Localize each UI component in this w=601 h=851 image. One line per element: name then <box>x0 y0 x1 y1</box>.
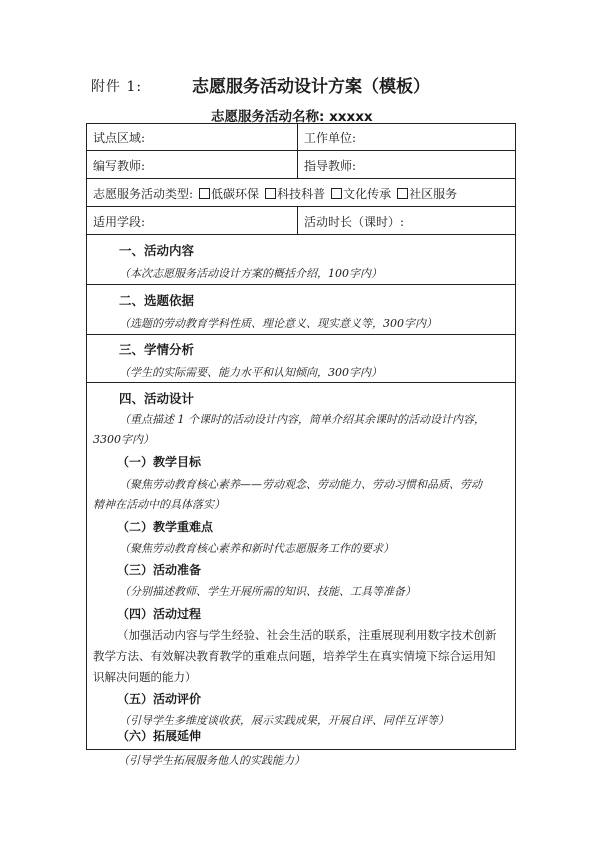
row-divider <box>87 178 515 179</box>
region-field[interactable]: 试点区域: <box>93 131 146 145</box>
subsection-hint-goals-1: （聚焦劳动教育核心素养——劳动观念、劳动能力、劳动习惯和品质、劳动 <box>119 478 482 491</box>
section-hint-content: （本次志愿服务活动设计方案的概括介绍，100字内） <box>119 267 382 280</box>
subsection-title-prep: （三）活动准备 <box>117 563 202 577</box>
option-culture: 文化传承 <box>343 187 392 201</box>
advisor-field[interactable]: 指导教师: <box>304 159 357 173</box>
row-divider <box>87 284 515 285</box>
row-divider <box>87 150 515 151</box>
checkbox-science[interactable] <box>265 188 276 199</box>
column-divider <box>297 124 298 178</box>
section-hint-design-2: 3300字内） <box>93 433 154 446</box>
subsection-text-process-3: 识解决问题的能力） <box>93 670 197 684</box>
subsection-hint-goals-2: 精神在活动中的具体落实） <box>93 498 225 511</box>
section-title-content: 一、活动内容 <box>119 243 195 258</box>
section-title-design: 四、活动设计 <box>119 391 195 406</box>
subsection-hint-evaluation: （引导学生多维度谈收获，展示实践成果，开展自评、同伴互评等） <box>119 714 449 727</box>
checkbox-culture[interactable] <box>331 188 342 199</box>
row-divider <box>87 206 515 207</box>
option-low-carbon: 低碳环保 <box>211 187 260 201</box>
section-hint-design-1: （重点描述 1 个课时的活动设计内容，简单介绍其余课时的活动设计内容， <box>119 413 485 426</box>
duration-field[interactable]: 活动时长（课时）: <box>304 215 405 229</box>
subsection-title-goals: （一）教学目标 <box>117 455 202 469</box>
subsection-title-extension: （六）拓展延伸 <box>117 729 202 743</box>
section-hint-basis: （选题的劳动教育学科性质、理论意义、现实意义等，300字内） <box>119 317 437 330</box>
attachment-label: 附件 1: <box>91 79 143 95</box>
subsection-title-process: （四）活动过程 <box>117 607 202 621</box>
option-science: 科技科普 <box>277 187 326 201</box>
subsection-title-evaluation: （五）活动评价 <box>117 692 202 706</box>
checkbox-community[interactable] <box>397 188 408 199</box>
row-divider <box>87 234 515 235</box>
grade-field[interactable]: 适用学段: <box>93 215 146 229</box>
subsection-hint-focus: （聚焦劳动教育核心素养和新时代志愿服务工作的要求） <box>119 542 394 555</box>
activity-type-row <box>93 187 457 201</box>
row-divider <box>87 334 515 335</box>
activity-type-label: 志愿服务活动类型: <box>93 187 194 201</box>
subsection-text-process-1: （加强活动内容与学生经验、社会生活的联系，注重展现利用数字技术创新 <box>117 628 497 642</box>
design-form-table <box>86 123 516 750</box>
checkbox-low-carbon[interactable] <box>199 188 210 199</box>
column-divider <box>297 206 298 234</box>
subsection-hint-extension: （引导学生拓展服务他人的实践能力） <box>118 754 305 767</box>
activity-name-line: 志愿服务活动名称: xxxxx <box>211 109 373 125</box>
subsection-hint-prep: （分别描述教师、学生开展所需的知识、技能、工具等准备） <box>119 585 416 598</box>
subsection-title-focus: （二）教学重难点 <box>117 520 214 534</box>
author-field[interactable]: 编写教师: <box>93 159 146 173</box>
section-title-basis: 二、选题依据 <box>119 293 195 308</box>
subsection-text-process-2: 教学方法、有效解决教育教学的重难点问题，培养学生在真实情境下综合运用知 <box>93 649 496 663</box>
section-title-analysis: 三、学情分析 <box>119 342 195 357</box>
document-title: 志愿服务活动设计方案（模板） <box>192 77 430 97</box>
section-hint-analysis: （学生的实际需要、能力水平和认知倾向，300字内） <box>119 366 382 379</box>
row-divider <box>87 382 515 383</box>
workplace-field[interactable]: 工作单位: <box>304 131 357 145</box>
option-community: 社区服务 <box>409 187 458 201</box>
